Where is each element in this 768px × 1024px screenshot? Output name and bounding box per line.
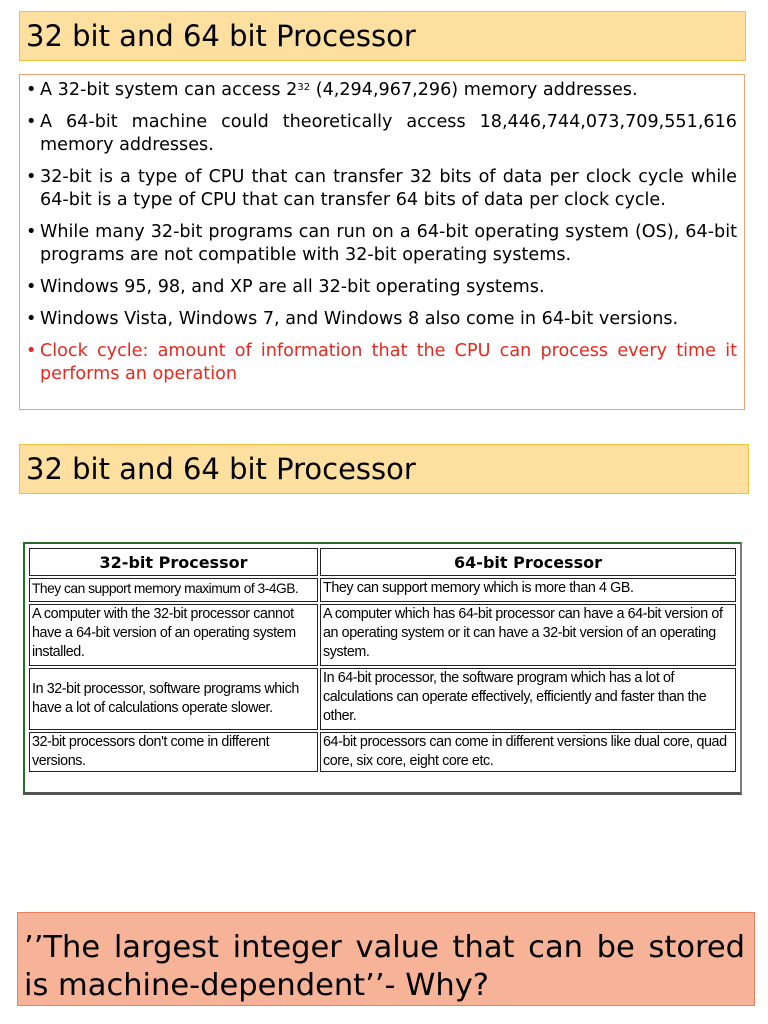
slide1-bullet-box <box>19 74 745 410</box>
table-row <box>29 668 736 730</box>
bullet-item-transfer: • 32-bit is a type of CPU that can transfer 32 bits of data per clock cycle while 64-bit is a type of CPU that can transfer 64 bits of data per clock cycle. <box>26 166 737 212</box>
table-row <box>29 578 736 602</box>
table-cell: In 64-bit processor, the software program which has a lot of calculations can operate effectively, efficiently and faster than the other. <box>320 668 736 730</box>
bullet-item-clock-cycle: • Clock cycle: amount of information that the CPU can process every time it performs an operation <box>26 340 737 386</box>
bullet-text-post: (4,294,967,296) memory addresses. <box>310 80 638 100</box>
comparison-table <box>27 546 738 774</box>
comparison-table-frame <box>23 542 742 795</box>
bullet-item-windows-32: • Windows 95, 98, and XP are all 32-bit operating systems. <box>26 276 737 299</box>
table-cell: A computer which has 64-bit processor can have a 64-bit version of an operating system or it can have a 32-bit version of an operating system. <box>320 604 736 666</box>
slide1-title: 32 bit and 64 bit Processor <box>19 11 746 61</box>
header-32bit: 32-bit Processor <box>29 548 318 576</box>
table-row <box>29 732 736 772</box>
exponent: 32 <box>297 82 311 93</box>
table-row <box>29 604 736 666</box>
bullet-list <box>26 79 737 386</box>
bullet-text-pre: A 32-bit system can access 2 <box>40 80 298 100</box>
bullet-item-memory-64: • A 64-bit machine could theoretically access 18,446,744,073,709,551,616 memory addresses. <box>26 111 737 157</box>
table-cell: 64-bit processors can come in different versions like dual core, quad core, six core, eight core etc. <box>320 732 736 772</box>
table-cell: In 32-bit processor, software programs which have a lot of calculations operate slower. <box>29 668 318 730</box>
slide2-title: 32 bit and 64 bit Processor <box>19 444 749 494</box>
bullet-item-compatibility: • While many 32-bit programs can run on a 64-bit operating system (OS), 64-bit programs are not compatible with 32-bit operating systems. <box>26 221 737 267</box>
table-cell: A computer with the 32-bit processor cannot have a 64-bit version of an operating system installed. <box>29 604 318 666</box>
table-cell: They can support memory maximum of 3-4GB. <box>29 578 318 602</box>
table-cell: 32-bit processors don't come in different versions. <box>29 732 318 772</box>
table-header-row <box>29 548 736 576</box>
bullet-item-windows-64: • Windows Vista, Windows 7, and Windows 8 also come in 64-bit versions. <box>26 308 737 331</box>
bullet-item-memory-32 <box>26 79 737 102</box>
header-64bit: 64-bit Processor <box>320 548 736 576</box>
table-cell: They can support memory which is more than 4 GB. <box>320 578 736 602</box>
question-box: ’’The largest integer value that can be stored is machine-dependent’’- Why? <box>17 912 755 1006</box>
